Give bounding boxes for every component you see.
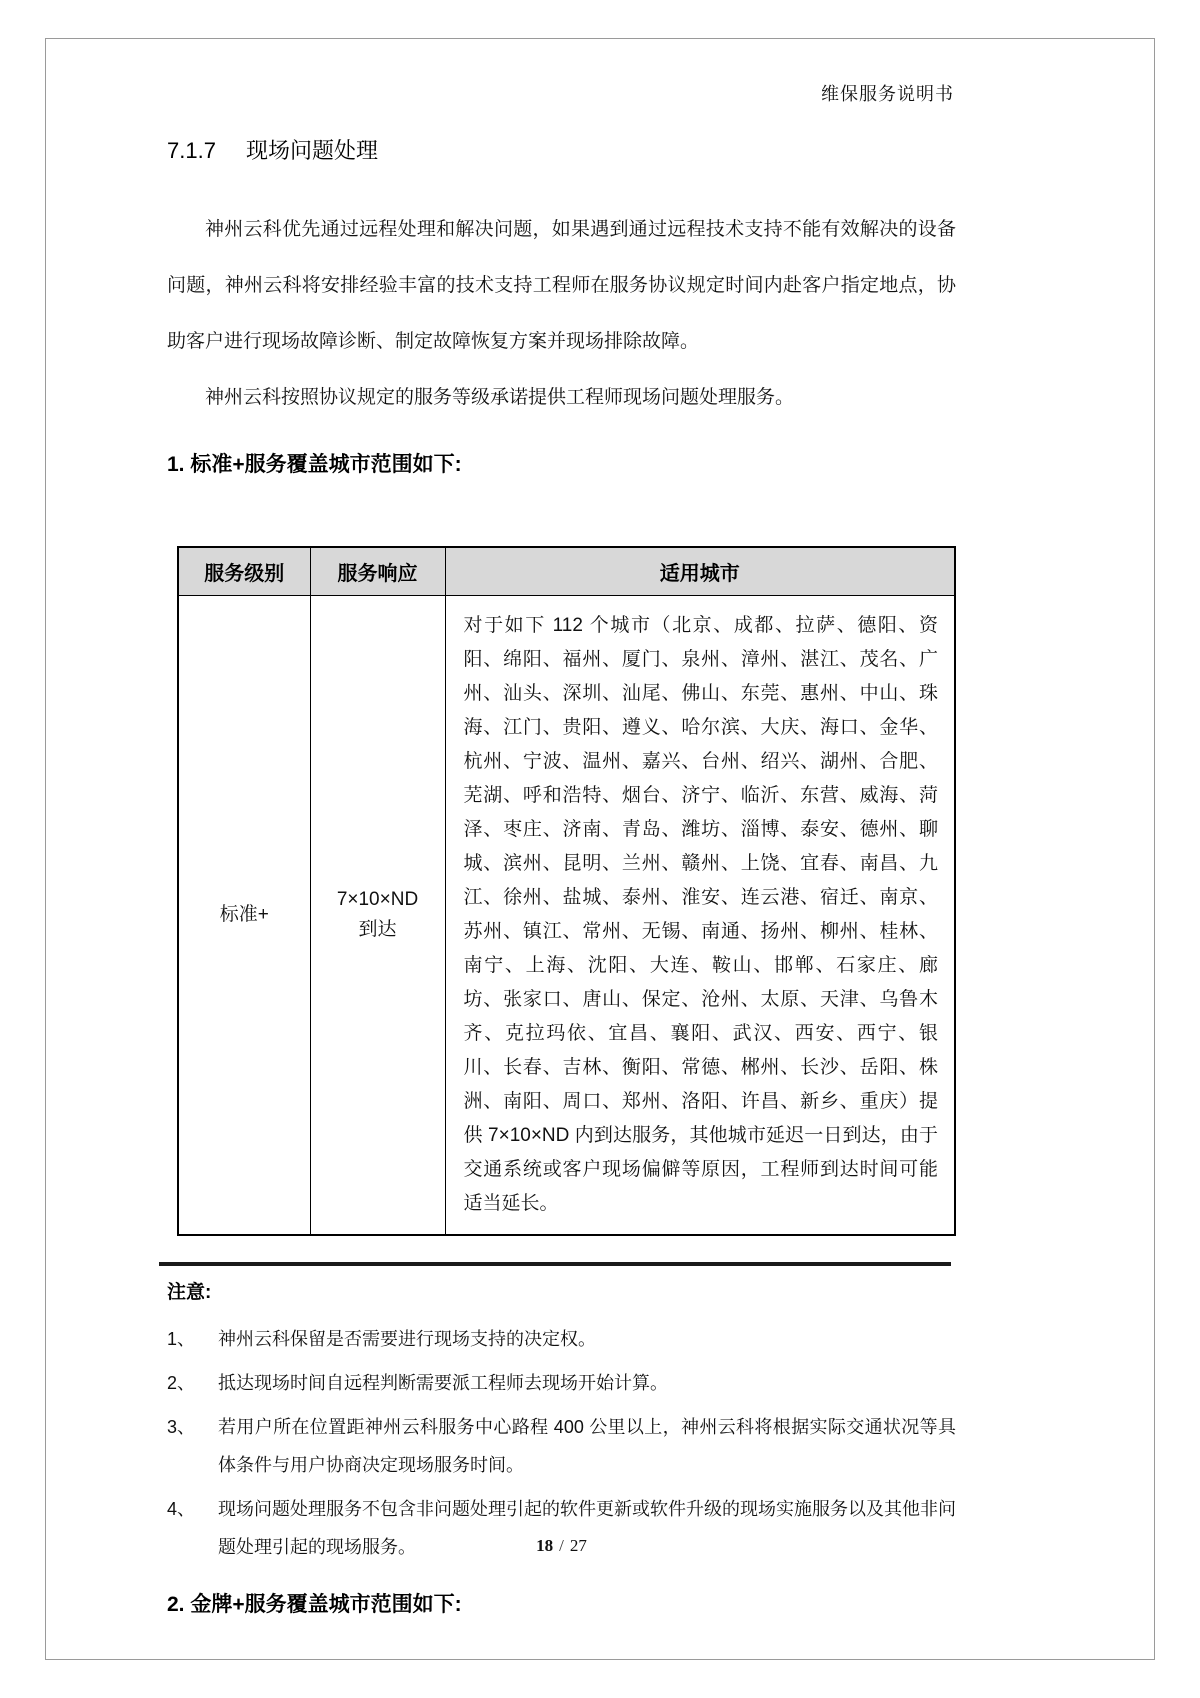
note-number: 3、 — [167, 1417, 196, 1437]
note-number: 1、 — [167, 1329, 196, 1349]
service-response-line2: 到达 — [358, 919, 397, 940]
note-number: 2、 — [167, 1373, 196, 1393]
note-item-3 — [167, 1408, 956, 1484]
notes-list — [167, 1320, 956, 1566]
paragraph-remote-handling: 神州云科优先通过远程处理和解决问题，如果遇到通过远程技术支持不能有效解决的设备问题，神州云科将安排经验丰富的技术支持工程师在服务协议规定时间内赴客户指定地点，协助客户进行现场故障诊断、制定故障恢复方案并现场排除故障。 — [167, 219, 956, 352]
column-header-service-response: 服务响应 — [310, 547, 445, 596]
gold-plus-heading: 2. 金牌+服务覆盖城市范围如下: — [167, 1593, 462, 1616]
paragraph-service-level: 神州云科按照协议规定的服务等级承诺提供工程师现场问题处理服务。 — [205, 387, 795, 408]
column-header-service-level: 服务级别 — [178, 547, 310, 596]
table-row — [178, 596, 955, 1236]
note-text: 抵达现场时间自远程判断需要派工程师去现场开始计算。 — [218, 1373, 668, 1393]
service-response-line1: 7×10×ND — [336, 889, 419, 910]
section-heading — [167, 136, 956, 166]
page-footer — [167, 1536, 956, 1556]
notes-label: 注意: — [167, 1282, 212, 1303]
document-header-title: 维保服务说明书 — [821, 84, 954, 104]
note-item-2 — [167, 1364, 956, 1402]
column-header-applicable-cities: 适用城市 — [445, 547, 955, 596]
footer-page-number: 18 — [536, 1536, 554, 1555]
cell-service-response — [310, 596, 445, 1236]
cell-applicable-cities: 对于如下 112 个城市（北京、成都、拉萨、德阳、资阳、绵阳、福州、厦门、泉州、漳州、湛江、茂名、广州、汕头、深圳、汕尾、佛山、东莞、惠州、中山、珠海、江门、贵阳、遵义、哈尔滨、大庆、海口、金华、杭州、宁波、温州、嘉兴、台州、绍兴、湖州、合肥、芜湖、呼和浩特、烟台、济宁、临沂、东营、威海、菏泽、枣庄、济南、青岛、潍坊、淄博、泰安、德州、聊城、滨州、昆明、兰州、赣州、上饶、宜春、南昌、九江、徐州、盐城、泰州、淮安、连云港、宿迁、南京、苏州、镇江、常州、无锡、南通、扬州、柳州、桂林、南宁、上海、沈阳、大连、鞍山、邯郸、石家庄、廊坊、张家口、唐山、保定、沧州、太原、天津、乌鲁木齐、克拉玛依、宜昌、襄阳、武汉、西安、西宁、银川、长春、吉林、衡阳、常德、郴州、长沙、岳阳、株洲、南阳、周口、郑州、洛阳、许昌、新乡、重庆）提供 7×10×ND 内到达服务，其他城市延迟一日到达，由于交通系统或客户现场偏僻等原因，工程师到达时间可能适当延长。 — [445, 596, 955, 1236]
footer-total-pages: 27 — [569, 1536, 587, 1555]
note-text: 若用户所在位置距神州云科服务中心路程 400 公里以上，神州云科将根据实际交通状况等具体条件与用户协商决定现场服务时间。 — [218, 1417, 956, 1475]
standard-plus-service-table — [177, 546, 956, 1236]
note-text: 现场问题处理服务不包含非问题处理引起的软件更新或软件升级的现场实施服务以及其他非问题处理引起的现场服务。 — [218, 1499, 956, 1557]
standard-plus-heading: 1. 标准+服务覆盖城市范围如下: — [167, 453, 462, 476]
footer-separator: / — [559, 1536, 564, 1555]
section-number: 7.1.7 — [167, 138, 216, 163]
note-item-1 — [167, 1320, 956, 1358]
page-content — [167, 0, 956, 1620]
note-number: 4、 — [167, 1499, 196, 1519]
note-text: 神州云科保留是否需要进行现场支持的决定权。 — [218, 1329, 596, 1349]
section-divider-rule — [159, 1262, 951, 1266]
cell-service-level: 标准+ — [178, 596, 310, 1236]
section-title: 现场问题处理 — [245, 138, 378, 163]
table-header-row — [178, 547, 955, 596]
